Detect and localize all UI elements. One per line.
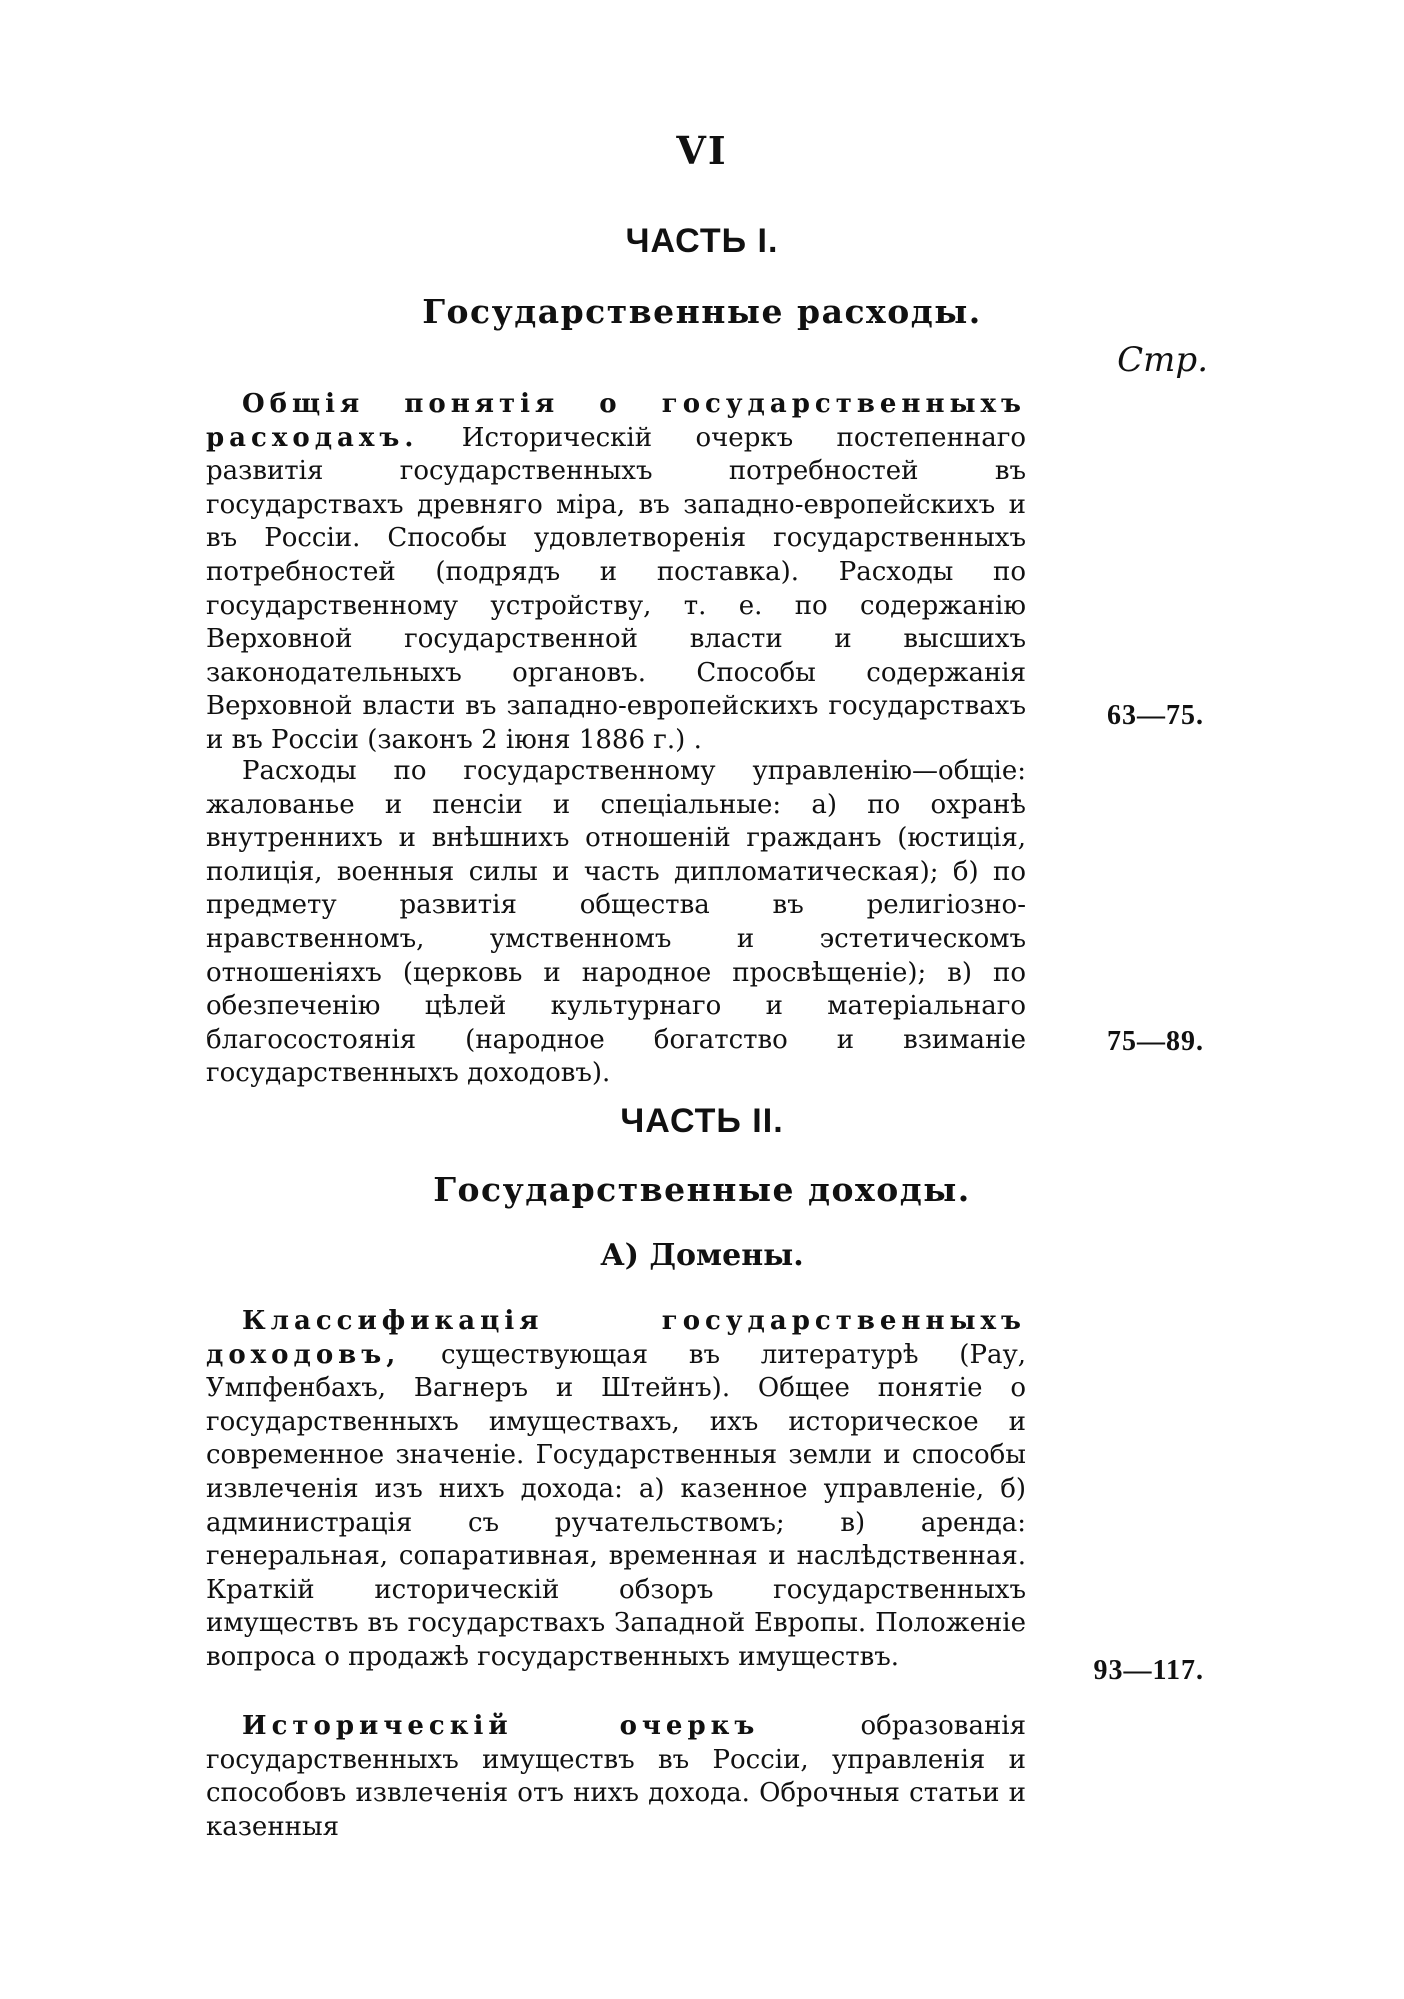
- entry-text: Историческій очеркъ постепеннаго развитія государственныхъ потребностей въ государствахъ древняго міра, въ западно-европейскихъ и въ Россіи. Способы удовлетворенія государственныхъ потребностей (подрядъ и поставка). Расходы по государственному устройству, т. е. по содержанію Верховной государственной власти и высшихъ законодательныхъ органовъ. Способы содержанія Верховной власти въ западно-европейскихъ государствахъ и въ Россіи (законъ 2 іюня 1886 г.) .: [206, 422, 1026, 755]
- toc-entry: [206, 1305, 1026, 1675]
- entry-pages: 63—75.: [1107, 700, 1204, 731]
- entry-text: Расходы по государственному управленію—общіе: жалованье и пенсіи и спеціальные: а) по охранѣ внутреннихъ и внѣшнихъ отношеній гражданъ (юстиція, полиція, военныя силы и часть дипломатическая); б) по предмету развитія общества въ религіозно-нравственномъ, умственномъ и эстетическомъ отношеніяхъ (церковь и народное просвѣщеніе); в) по обезпеченію цѣлей культурнаго и матеріальнаго благосостоянія (народное богатство и взиманіе государственныхъ доходовъ).: [206, 756, 1026, 1089]
- entry-lead: Общія понятія о государственныхъ расходахъ.: [206, 389, 1026, 453]
- toc-entry: [206, 388, 1026, 758]
- toc-entry: [206, 755, 1026, 1091]
- toc-entry: [206, 1710, 1026, 1844]
- entry-lead: Классификація государственныхъ доходовъ,: [206, 1306, 1026, 1370]
- entry-text: образованія государственныхъ имуществъ въ Россіи, управленія и способовъ извлеченія отъ нихъ дохода. Оброчныя статьи и казенныя: [206, 1711, 1026, 1842]
- part-two-title: Государственные доходы.: [433, 1170, 971, 1209]
- part-one-heading: ЧАСТЬ I.: [625, 222, 779, 260]
- entry-pages: 75—89.: [1107, 1026, 1204, 1057]
- part-one-title: Государственные расходы.: [422, 292, 982, 331]
- page-number: VI: [676, 128, 728, 173]
- entry-lead: Историческій очеркъ: [242, 1711, 760, 1741]
- entry-pages: 93—117.: [1093, 1655, 1204, 1686]
- page-column-label: Стр.: [1117, 340, 1208, 380]
- part-two-subtitle: А) Домены.: [600, 1238, 804, 1273]
- entry-text: существующая въ литературѣ (Рау, Умпфенбахъ, Вагнеръ и Штейнъ). Общее понятіе о государственныхъ имуществахъ, ихъ историческое и современное значеніе. Государственныя земли и способы извлеченія изъ нихъ дохода: а) казенное управленіе, б) администрація съ ручательствомъ; в) аренда: генеральная, сопаративная, временная и наслѣдственная. Краткій историческій обзоръ государственныхъ имуществъ въ государствахъ Западной Европы. Положеніе вопроса о продажѣ государственныхъ имуществъ.: [206, 1339, 1027, 1672]
- part-two-heading: ЧАСТЬ II.: [620, 1102, 784, 1140]
